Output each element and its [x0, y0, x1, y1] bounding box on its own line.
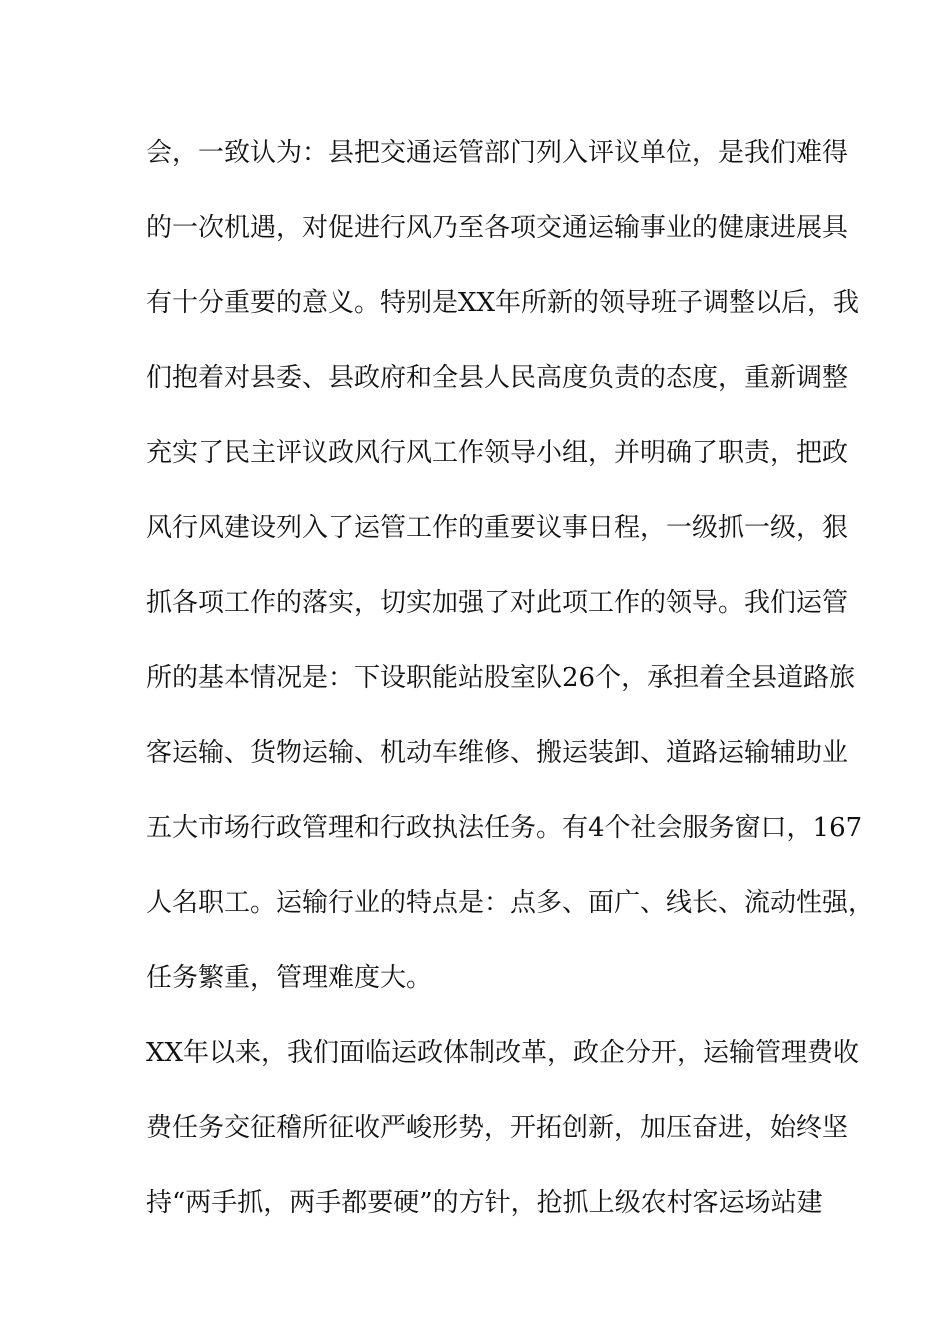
text-line: 会，一致认为：县把交通运管部门列入评议单位，是我们难得 — [146, 138, 849, 168]
text-line: 充实了民主评议政风行风工作领导小组，并明确了职责，把政 — [146, 438, 849, 468]
text-line: 抓各项工作的落实，切实加强了对此项工作的领导。我们运管 — [146, 588, 849, 618]
text-line: 有十分重要的意义。特别是XX年所新的领导班子调整以后，我 — [146, 288, 860, 318]
text-line: 风行风建设列入了运管工作的重要议事日程，一级抓一级，狠 — [146, 513, 849, 543]
text-line: 五大市场行政管理和行政执法任务。有4个社会服务窗口，167 — [146, 813, 863, 843]
text-line: 的一次机遇，对促进行风乃至各项交通运输事业的健康进展具 — [146, 213, 849, 243]
text-line: 所的基本情况是：下设职能站股室队26个，承担着全县道路旅 — [146, 663, 856, 693]
text-line: 持“两手抓，两手都要硬”的方针，抢抓上级农村客运场站建 — [146, 1188, 823, 1218]
text-line: 们抱着对县委、县政府和全县人民高度负责的态度，重新调整 — [146, 363, 849, 393]
text-line: 费任务交征稽所征收严峻形势，开拓创新，加压奋进，始终坚 — [146, 1113, 849, 1143]
text-line: 任务繁重，管理难度大。 — [146, 963, 433, 993]
text-line: 客运输、货物运输、机动车维修、搬运装卸、道路运输辅助业 — [146, 738, 849, 768]
text-line: 人名职工。运输行业的特点是：点多、面广、线长、流动性强， — [146, 888, 875, 918]
text-line: XX年以来，我们面临运政体制改革，政企分开，运输管理费收 — [146, 1038, 860, 1068]
document-body — [146, 128, 875, 1253]
